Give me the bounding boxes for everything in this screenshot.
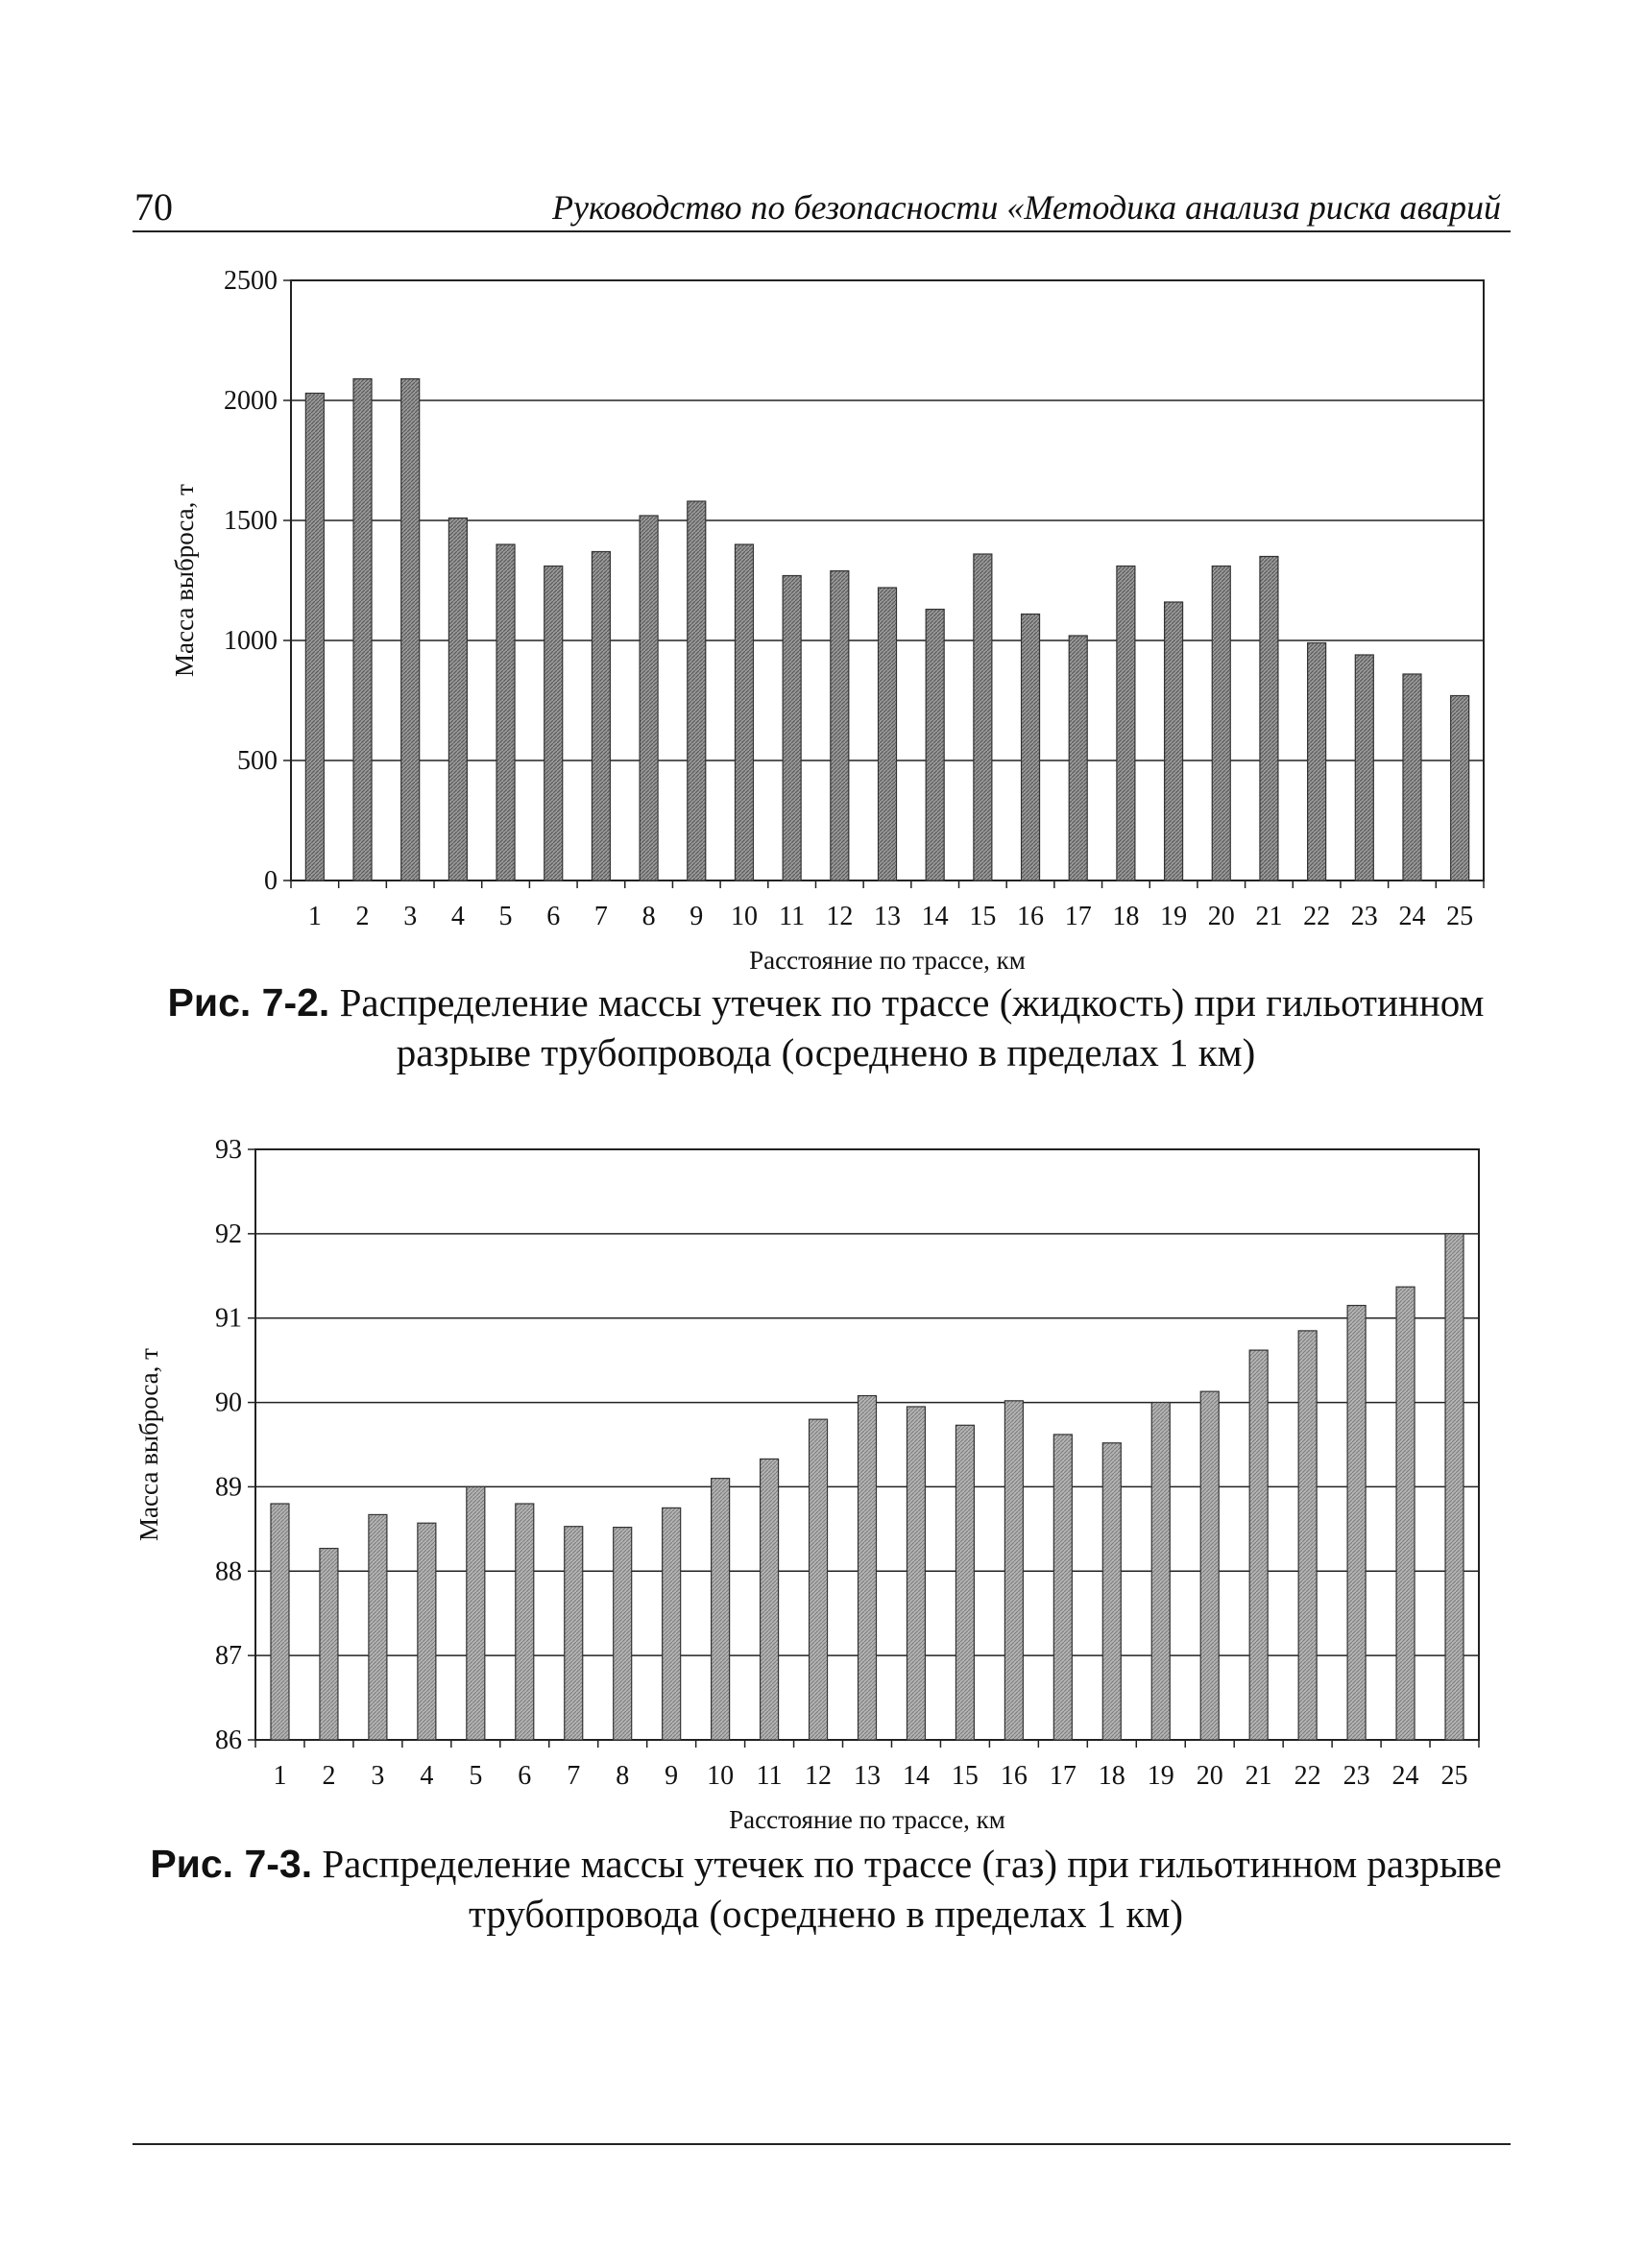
- y-tick-label: 86: [215, 1725, 242, 1755]
- bar-km-8: [614, 1528, 632, 1740]
- x-axis-title: Расстояние по трассе, км: [749, 946, 1026, 975]
- bar-km-24: [1403, 674, 1421, 881]
- bar-km-22: [1298, 1331, 1317, 1740]
- y-tick-label: 1000: [224, 626, 278, 656]
- header-rule: [133, 230, 1511, 232]
- bar-km-17: [1069, 636, 1087, 881]
- x-tick-label: 24: [1398, 902, 1426, 931]
- bar-km-7: [592, 552, 610, 881]
- x-tick-label: 17: [1064, 902, 1092, 931]
- bar-km-6: [516, 1504, 534, 1740]
- x-tick-label: 7: [593, 902, 608, 931]
- bar-km-19: [1165, 602, 1183, 881]
- bar-km-6: [544, 567, 563, 881]
- bar-km-20: [1200, 1391, 1219, 1740]
- y-tick-label: 2500: [224, 266, 278, 296]
- x-tick-label: 18: [1098, 1761, 1125, 1791]
- x-tick-label: 3: [403, 902, 418, 931]
- y-tick-label: 89: [215, 1472, 242, 1503]
- x-tick-label: 24: [1391, 1761, 1419, 1791]
- y-tick-label: 2000: [224, 386, 278, 416]
- bar-km-14: [926, 610, 944, 881]
- bar-km-25: [1451, 696, 1469, 881]
- x-tick-label: 16: [1000, 1761, 1028, 1791]
- chart-liquid-leak-mass: [0, 240, 1645, 979]
- x-tick-label: 6: [546, 902, 561, 931]
- bar-km-10: [735, 544, 753, 881]
- bar-km-13: [859, 1396, 877, 1740]
- x-tick-label: 1: [273, 1761, 287, 1791]
- y-axis-title: Масса выброса, т: [170, 484, 199, 677]
- y-tick-label: 93: [215, 1135, 242, 1165]
- bar-km-2: [320, 1549, 338, 1740]
- x-tick-label: 9: [689, 902, 704, 931]
- bar-km-3: [401, 379, 420, 881]
- bar-km-3: [369, 1514, 387, 1740]
- x-tick-label: 23: [1343, 1761, 1370, 1791]
- x-tick-label: 20: [1207, 902, 1235, 931]
- bar-km-20: [1212, 567, 1230, 881]
- x-tick-label: 16: [1017, 902, 1045, 931]
- bar-km-9: [688, 501, 706, 881]
- chart-gas-leak-mass: [0, 1104, 1645, 1844]
- bar-km-13: [879, 588, 897, 881]
- bar-km-25: [1445, 1234, 1464, 1740]
- x-tick-label: 13: [874, 902, 901, 931]
- x-tick-label: 19: [1147, 1761, 1174, 1791]
- x-tick-label: 11: [756, 1761, 783, 1791]
- figure-7-3-caption: [134, 1839, 1517, 1939]
- x-axis-title: Расстояние по трассе, км: [729, 1805, 1005, 1834]
- x-tick-label: 5: [498, 902, 513, 931]
- bar-km-15: [974, 554, 992, 881]
- bar-km-16: [1022, 615, 1040, 881]
- x-tick-label: 22: [1303, 902, 1331, 931]
- bar-km-24: [1396, 1287, 1415, 1740]
- bar-km-17: [1053, 1435, 1072, 1740]
- bar-km-1: [271, 1504, 289, 1740]
- x-tick-label: 21: [1245, 1761, 1272, 1791]
- bar-km-7: [565, 1527, 583, 1740]
- running-title: Руководство по безопасности «Методика анализа риска аварий: [551, 188, 1501, 227]
- bar-km-11: [783, 576, 801, 881]
- x-tick-label: 8: [641, 902, 656, 931]
- x-tick-label: 4: [420, 1761, 434, 1791]
- x-tick-label: 15: [951, 1761, 979, 1791]
- bar-km-4: [418, 1523, 436, 1740]
- x-tick-label: 9: [665, 1761, 679, 1791]
- bar-km-11: [761, 1459, 779, 1740]
- bar-km-1: [305, 394, 324, 881]
- x-tick-label: 10: [707, 1761, 735, 1791]
- x-tick-label: 20: [1196, 1761, 1223, 1791]
- bar-km-2: [353, 379, 372, 881]
- bar-km-15: [956, 1425, 974, 1740]
- bar-km-8: [640, 516, 658, 881]
- x-tick-label: 5: [469, 1761, 483, 1791]
- y-tick-label: 88: [215, 1556, 242, 1587]
- y-axis-title: Масса выброса, т: [134, 1348, 163, 1541]
- x-tick-label: 23: [1350, 902, 1378, 931]
- bar-km-5: [496, 544, 515, 881]
- bar-km-9: [663, 1508, 681, 1740]
- x-tick-label: 18: [1112, 902, 1140, 931]
- x-tick-label: 2: [355, 902, 370, 931]
- x-tick-label: 12: [805, 1761, 833, 1791]
- x-tick-label: 25: [1440, 1761, 1468, 1791]
- x-tick-label: 3: [371, 1761, 385, 1791]
- y-tick-label: 87: [215, 1641, 242, 1672]
- y-tick-label: 0: [264, 866, 278, 896]
- x-tick-label: 22: [1294, 1761, 1321, 1791]
- x-tick-label: 11: [779, 902, 806, 931]
- bar-km-21: [1249, 1350, 1268, 1740]
- x-tick-label: 1: [307, 902, 322, 931]
- y-tick-label: 500: [237, 746, 278, 776]
- x-tick-label: 7: [567, 1761, 581, 1791]
- x-tick-label: 14: [902, 1761, 930, 1791]
- x-tick-label: 25: [1446, 902, 1474, 931]
- y-tick-label: 92: [215, 1218, 242, 1249]
- bar-km-22: [1308, 643, 1326, 881]
- x-tick-label: 6: [518, 1761, 532, 1791]
- x-tick-label: 15: [969, 902, 997, 931]
- bar-km-21: [1260, 557, 1278, 881]
- x-tick-label: 17: [1049, 1761, 1077, 1791]
- bar-km-23: [1347, 1306, 1366, 1740]
- bar-km-10: [712, 1479, 730, 1740]
- x-tick-label: 12: [826, 902, 854, 931]
- bar-km-14: [907, 1407, 925, 1740]
- x-tick-label: 8: [616, 1761, 630, 1791]
- x-tick-label: 21: [1255, 902, 1283, 931]
- page-number: 70: [134, 185, 173, 229]
- footer-rule: [133, 2143, 1511, 2145]
- bar-km-12: [810, 1419, 828, 1740]
- x-tick-label: 14: [921, 902, 949, 931]
- x-tick-label: 2: [322, 1761, 336, 1791]
- figure-7-2-caption: [163, 977, 1488, 1077]
- x-tick-label: 4: [450, 902, 465, 931]
- bar-km-12: [831, 571, 849, 881]
- x-tick-label: 13: [854, 1761, 881, 1791]
- bar-km-16: [1004, 1401, 1023, 1740]
- figure-7-3-label: Рис. 7-3.: [150, 1842, 313, 1886]
- bar-km-23: [1355, 655, 1373, 881]
- x-tick-label: 10: [730, 902, 758, 931]
- y-tick-label: 90: [215, 1387, 242, 1418]
- y-tick-label: 1500: [224, 506, 278, 536]
- bar-km-18: [1102, 1443, 1121, 1740]
- y-tick-label: 91: [215, 1303, 242, 1334]
- bar-km-5: [467, 1486, 485, 1740]
- figure-7-3-text: Распределение массы утечек по трассе (газ) при гильотинном разрыве трубопровода (осреднено в пределах 1 км): [322, 1842, 1502, 1936]
- x-tick-label: 19: [1160, 902, 1188, 931]
- figure-7-2-label: Рис. 7-2.: [167, 980, 330, 1025]
- figure-7-2-text: Распределение массы утечек по трассе (жидкость) при гильотинном разрыве трубопровода (осреднено в пределах 1 км): [339, 980, 1485, 1074]
- bar-km-19: [1151, 1403, 1170, 1740]
- bar-km-18: [1117, 567, 1135, 881]
- bar-km-4: [448, 519, 467, 881]
